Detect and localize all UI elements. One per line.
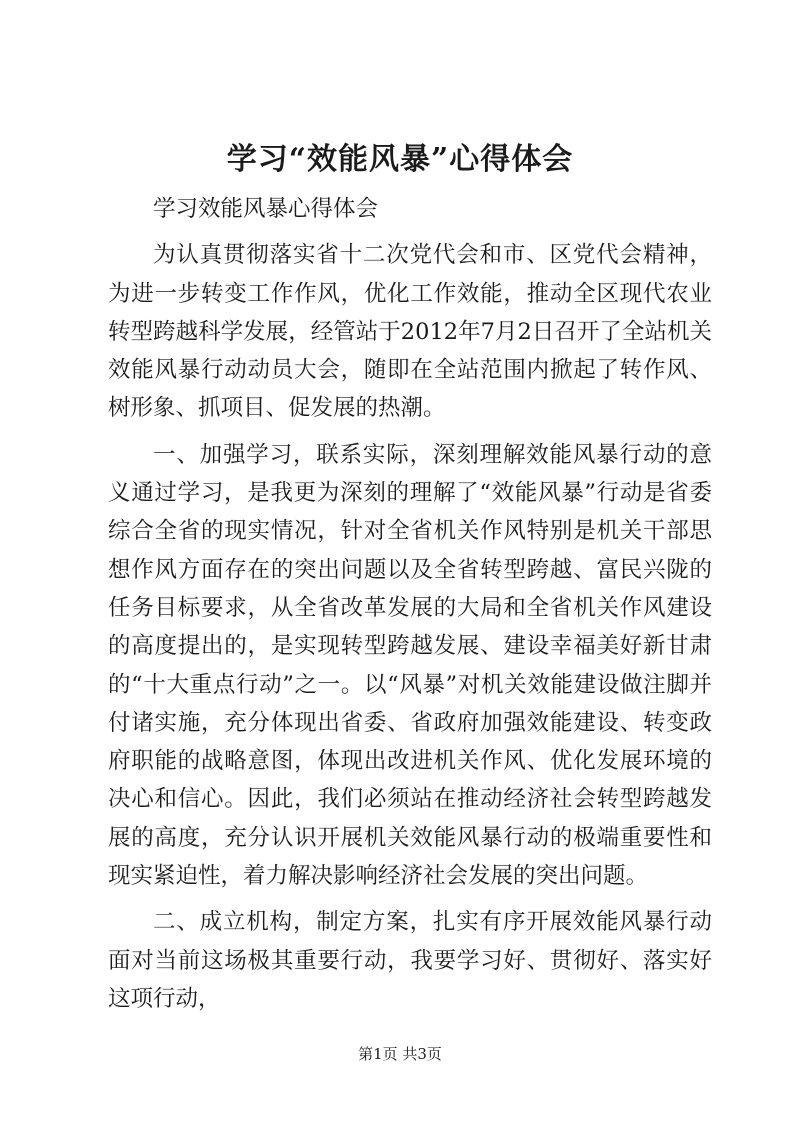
document-title: 学习“效能风暴”心得体会 xyxy=(226,142,574,177)
section-one-paragraph: 一、加强学习，联系实际，深刻理解效能风暴行动的意义通过学习，是我更为深刻的理解了“效能风暴”行动是省委综合全省的现实情况，针对全省机关作风特别是机关干部思想作风方面存在的突出问题以及全省转型跨越、富民兴陇的任务目标要求，从全省改革发展的大局和全省机关作风建设的高度提出的，是实现转型跨越发展、建设幸福美好新甘肃的“十大重点行动”之一。以“风暴”对机关效能建设做注脚并付诸实施，充分体现出省委、省政府加强效能建设、转变政府职能的战略意图，体现出改进机关作风、优化发展环境的决心和信心。因此，我们必须站在推动经济社会转型跨越发展的高度，充分认识开展机关效能风暴行动的极端重要性和现实紧迫性，着力解决影响经济社会发展的突出问题。 xyxy=(108,441,712,890)
section-two-paragraph: 二、成立机构，制定方案，扎实有序开展效能风暴行动面对当前这场极其重要行动，我要学习好、贯彻好、落实好这项行动， xyxy=(108,909,712,1012)
intro-paragraph: 为认真贯彻落实省十二次党代会和市、区党代会精神，为进一步转变工作作风，优化工作效能，推动全区现代农业转型跨越科学发展，经管站于2012年7月2日召开了全站机关效能风暴行动动员大会，随即在全站范围内掀起了转作风、树形象、抓项目、促发展的热潮。 xyxy=(108,242,712,422)
document-body xyxy=(108,190,712,1026)
page-number-footer: 第1页 共3页 xyxy=(358,1045,442,1063)
subtitle-paragraph: 学习效能风暴心得体会 xyxy=(153,196,379,222)
